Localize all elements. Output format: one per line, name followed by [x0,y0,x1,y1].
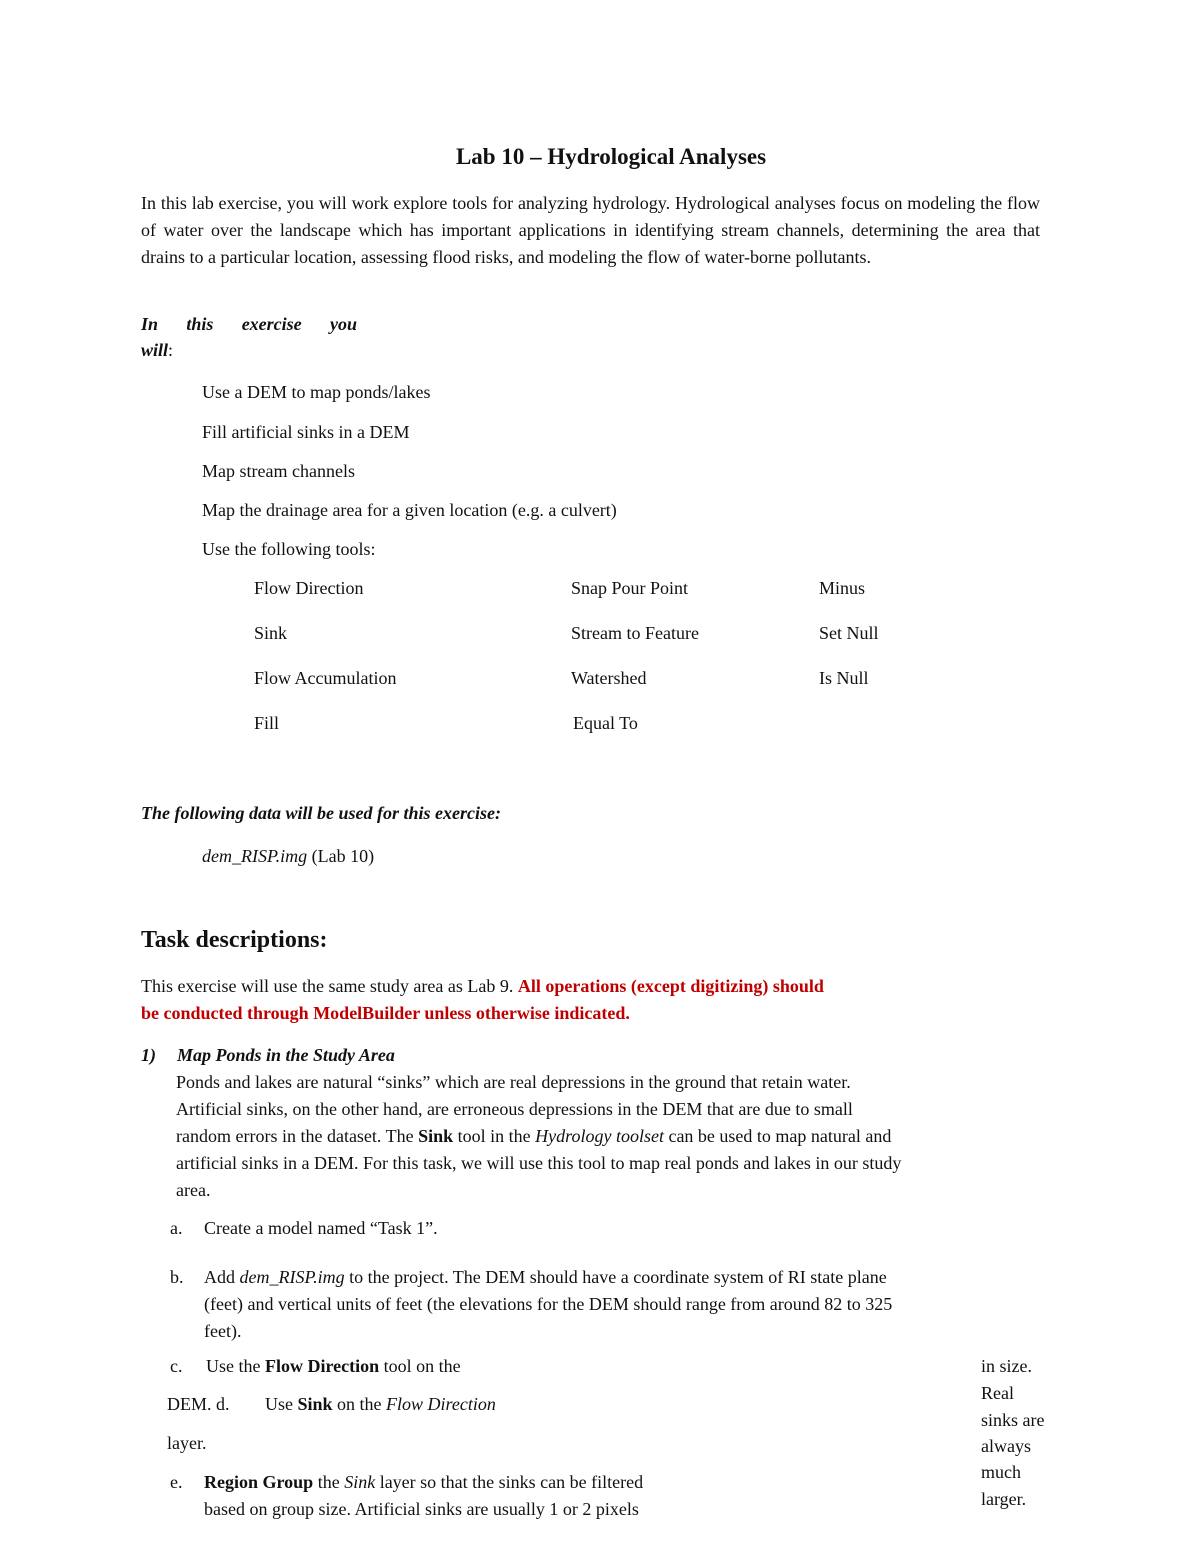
step-b-letter: b. [170,1267,184,1287]
tool-name: Watershed [571,668,647,688]
data-heading: The following data will be used for this exercise: [141,803,501,823]
task1-paragraph-line: Artificial sinks, on the other hand, are erroneous depressions in the DEM that are due to small [176,1099,853,1119]
text-run: Use [265,1394,298,1414]
tools-row [254,713,954,737]
step-e-letter: e. [170,1472,183,1492]
side-column-line: Real [981,1383,1014,1403]
tool-name: Equal To [573,713,638,733]
tool-name: Set Null [819,623,879,643]
task1-paragraph-line: Ponds and lakes are natural “sinks” which are real depressions in the ground that retain water. [176,1072,851,1092]
task1-paragraph-line: artificial sinks in a DEM. For this task, we will use this tool to map real ponds and lakes in our study [176,1153,902,1173]
sink-layer-name: Sink [344,1472,376,1492]
page-title: Lab 10 – Hydrological Analyses [455,144,767,169]
text-run: can be used to map natural and [663,1126,892,1146]
dem-file-name: dem_RISP.img [239,1267,345,1287]
tools-row [254,578,954,602]
tool-name: Sink [254,623,288,643]
flow-direction-layer-name: Flow Direction [386,1394,496,1414]
objective-item: Map the drainage area for a given location (e.g. a culvert) [202,500,617,520]
step-c-line [206,1356,461,1377]
objective-item: Use the following tools: [202,539,376,559]
data-file-note: (Lab 10) [307,846,375,866]
tool-name: Flow Accumulation [254,668,397,688]
data-file-line [202,846,374,867]
region-group-tool-name: Region Group [204,1472,314,1492]
step-b-line: feet). [204,1321,242,1341]
side-column-line: much [981,1462,1021,1482]
task-intro-emphasis-line2: be conducted through ModelBuilder unless otherwise indicated. [141,1003,630,1023]
task-intro-emphasis: All operations (except digitizing) should [517,976,824,996]
step-e-line: based on group size. Artificial sinks are usually 1 or 2 pixels [204,1499,639,1519]
task1-title: Map Ponds in the Study Area [177,1045,395,1065]
side-column-line: in size. [981,1356,1032,1376]
text-run: random errors in the dataset. The [176,1126,419,1146]
text-run: on the [332,1394,387,1414]
step-d-line [265,1394,496,1415]
step-e-line [204,1472,643,1493]
tool-name: Is Null [819,668,869,688]
task1-number: 1) [141,1045,156,1065]
exercise-heading-colon: : [168,340,174,360]
step-cd-line: DEM. d. [167,1394,230,1414]
tool-name: Stream to Feature [571,623,699,643]
step-b-line: (feet) and vertical units of feet (the elevations for the DEM should range from around 82 to 325 [204,1294,893,1314]
task-intro-line1 [141,976,824,997]
tool-name: Minus [819,578,866,598]
objective-item: Use a DEM to map ponds/lakes [202,382,431,402]
objective-item: Fill artificial sinks in a DEM [202,422,410,442]
text-run: layer so that the sinks can be filtered [375,1472,644,1492]
step-b-line [204,1267,887,1288]
intro-paragraph: In this lab exercise, you will work explore tools for analyzing hydrology. Hydrological analyses focus on modeling the flow of water over the landscape which has important applications in identifying stream channels, determining the area that drains to a particular location, assessing flood risks, and modeling the flow of water-borne pollutants. [141,193,1040,267]
hydrology-toolset-name: Hydrology toolset [535,1126,664,1146]
tools-row [254,668,954,692]
text-run: Add [204,1267,240,1287]
objective-item: Map stream channels [202,461,355,481]
tool-name: Snap Pour Point [571,578,689,598]
data-file-name: dem_RISP.img [202,846,308,866]
text-run: tool on the [379,1356,461,1376]
text-run: to the project. The DEM should have a coordinate system of RI state plane [344,1267,887,1287]
sink-tool-name: Sink [297,1394,333,1414]
task1-paragraph-line [176,1126,891,1147]
side-column-line: always [981,1436,1031,1456]
step-d-end: layer. [167,1433,207,1453]
task1-paragraph-line: area. [176,1180,211,1200]
flow-direction-tool-name: Flow Direction [264,1356,380,1376]
tool-name: Fill [254,713,280,733]
step-a-letter: a. [170,1218,183,1238]
exercise-heading [141,314,357,335]
tools-row [254,623,954,647]
exercise-heading-line2 [141,340,173,361]
side-column-line: sinks are [981,1410,1045,1430]
text-run: Use the [206,1356,265,1376]
exercise-heading-will: will [141,340,169,360]
step-a-text: Create a model named “Task 1”. [204,1218,438,1238]
task-intro-plain: This exercise will use the same study area as Lab 9. [141,976,518,996]
sink-tool-name: Sink [418,1126,454,1146]
side-column-line: larger. [981,1489,1027,1509]
task-heading: Task descriptions: [141,927,328,953]
exercise-heading-line1: In this exercise you [141,314,357,334]
text-run: the [313,1472,345,1492]
tool-name: Flow Direction [254,578,364,598]
step-c-letter: c. [170,1356,183,1376]
text-run: tool in the [453,1126,536,1146]
